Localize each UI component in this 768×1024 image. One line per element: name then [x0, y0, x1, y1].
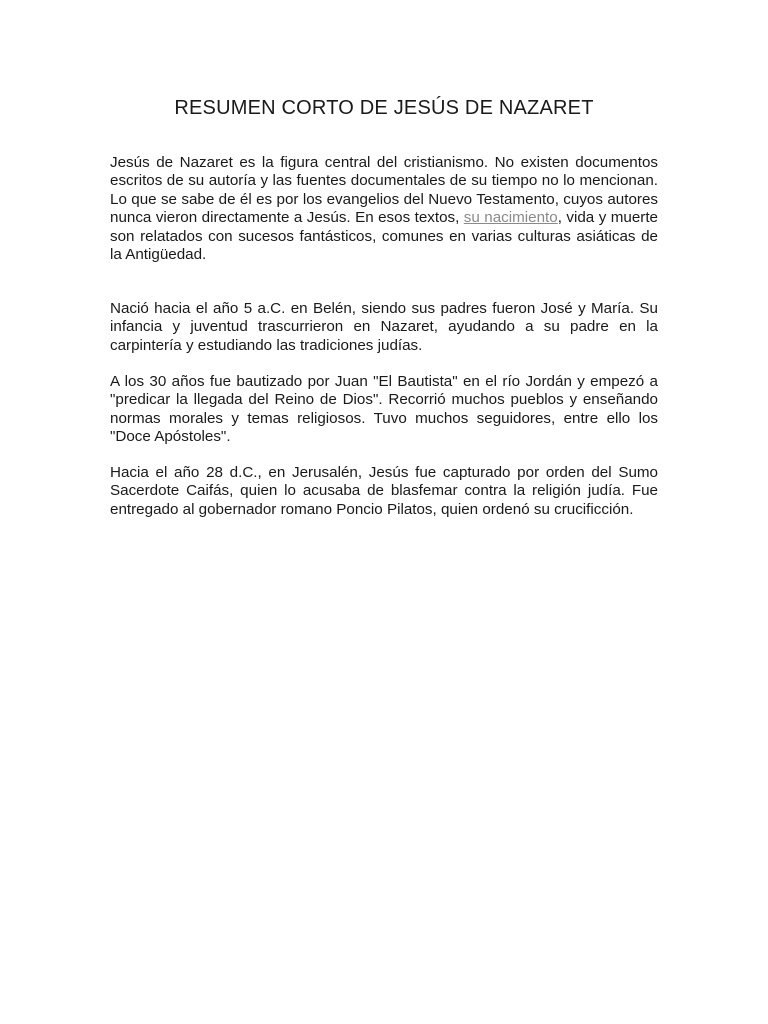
paragraph-capture: Hacia el año 28 d.C., en Jerusalén, Jesús fue capturado por orden del Sumo Sacerdote Caifás, quien lo acusaba de blasfemar contra la religión judía. Fue entregado al gobernador romano Poncio Pilatos, quien ordenó su crucificción. — [110, 464, 658, 518]
paragraph-baptism: A los 30 años fue bautizado por Juan "El Bautista" en el río Jordán y empezó a "predicar la llegada del Reino de Dios". Recorrió muchos pueblos y enseñando normas morales y temas religiosos. Tuvo muchos seguidores, entre ello los "Doce Apóstoles". — [110, 373, 658, 446]
document-title: RESUMEN CORTO DE JESÚS DE NAZARET — [174, 97, 594, 119]
paragraph-intro-text-before: Jesús de Nazaret es la figura central del cristianismo. No existen documentos escritos de su autoría y las fuentes documentales de su tiempo no lo mencionan. Lo que se sabe de él es por los evangelios del Nuevo Testamento, cuyos autores nunca vieron directamente a Jesús. En esos textos, — [110, 154, 658, 227]
su-nacimiento-link[interactable]: su nacimiento — [463, 209, 558, 227]
paragraph-intro — [110, 154, 658, 264]
paragraph-birth: Nació hacia el año 5 a.C. en Belén, siendo sus padres fueron José y María. Su infancia y juventud trascurrieron en Nazaret, ayudando a su padre en la carpintería y estudiando las tradiciones judías. — [110, 300, 658, 354]
paragraph-intro-text-after: , vida y muerte son relatados con sucesos fantásticos, comunes en varias culturas asiáticas de la Antigüedad. — [110, 209, 658, 264]
